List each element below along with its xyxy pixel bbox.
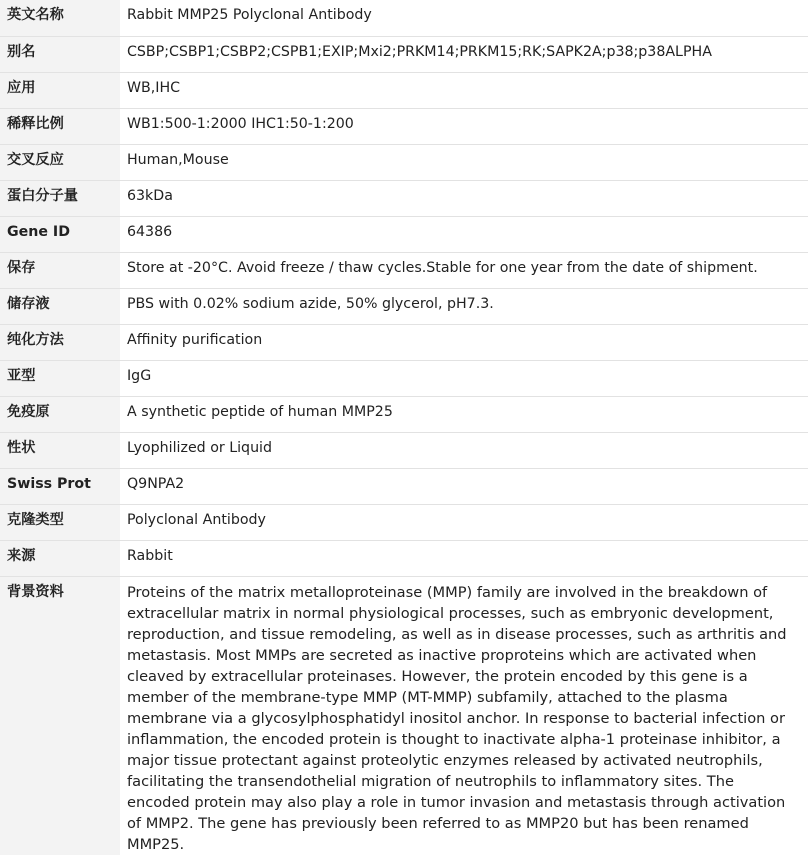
row-label: 背景资料: [0, 576, 120, 855]
row-value: Human,Mouse: [120, 144, 808, 180]
row-value: Q9NPA2: [120, 468, 808, 504]
row-value: WB1:500-1:2000 IHC1:50-1:200: [120, 108, 808, 144]
row-label: 蛋白分子量: [0, 180, 120, 216]
row-storage: [0, 252, 808, 288]
row-isotype: [0, 360, 808, 396]
row-gene-id: [0, 216, 808, 252]
row-label: 别名: [0, 36, 120, 72]
row-value: Rabbit: [120, 540, 808, 576]
row-form: [0, 432, 808, 468]
row-label: 英文名称: [0, 0, 120, 36]
row-label: 性状: [0, 432, 120, 468]
row-molecular-weight: [0, 180, 808, 216]
row-value: Affinity purification: [120, 324, 808, 360]
row-value: Rabbit MMP25 Polyclonal Antibody: [120, 0, 808, 36]
row-label: 应用: [0, 72, 120, 108]
row-purification: [0, 324, 808, 360]
row-label: 稀释比例: [0, 108, 120, 144]
row-value: PBS with 0.02% sodium azide, 50% glycerol, pH7.3.: [120, 288, 808, 324]
row-value: Polyclonal Antibody: [120, 504, 808, 540]
row-label: Gene ID: [0, 216, 120, 252]
row-value: WB,IHC: [120, 72, 808, 108]
row-cross-reactivity: [0, 144, 808, 180]
row-storage-buffer: [0, 288, 808, 324]
row-value: 64386: [120, 216, 808, 252]
row-immunogen: [0, 396, 808, 432]
row-dilution: [0, 108, 808, 144]
row-aliases: [0, 36, 808, 72]
background-text: Proteins of the matrix metalloproteinase (MMP) family are involved in the breakdown of extracellular matrix in normal physiological processes, such as embryonic development, reproduction, and tissue remodeling, as well as in disease processes, such as arthritis and metastasis. Most MMPs are secreted as inactive proproteins which are activated when cleaved by extracellular proteinases. However, the protein encoded by this gene is a member of the membrane-type MMP (MT-MMP) subfamily, attached to the plasma membrane via a glycosylphosphatidyl inositol anchor. In response to bacterial infection or inflammation, the encoded protein is thought to inactivate alpha-1 proteinase inhibitor, a major tissue protectant against proteolytic enzymes released by activated neutrophils, facilitating the transendothelial migration of neutrophils to inflammatory sites. The encoded protein may also play a role in tumor invasion and metastasis through activation of MMP2. The gene has previously been referred to as MMP20 but has been renamed MMP25.: [127, 583, 787, 853]
row-label: 免疫原: [0, 396, 120, 432]
row-swiss-prot: [0, 468, 808, 504]
row-background: [0, 576, 808, 855]
row-value: Lyophilized or Liquid: [120, 432, 808, 468]
row-label: Swiss Prot: [0, 468, 120, 504]
row-value: IgG: [120, 360, 808, 396]
row-value: 63kDa: [120, 180, 808, 216]
row-label: 亚型: [0, 360, 120, 396]
row-host: [0, 540, 808, 576]
row-label: 保存: [0, 252, 120, 288]
row-english-name: [0, 0, 808, 36]
row-value: Store at -20°C. Avoid freeze / thaw cycles.Stable for one year from the date of shipment.: [120, 252, 808, 288]
row-clonality: [0, 504, 808, 540]
row-label: 克隆类型: [0, 504, 120, 540]
row-value: A synthetic peptide of human MMP25: [120, 396, 808, 432]
row-label: 纯化方法: [0, 324, 120, 360]
row-value: CSBP;CSBP1;CSBP2;CSPB1;EXIP;Mxi2;PRKM14;PRKM15;RK;SAPK2A;p38;p38ALPHA: [120, 36, 808, 72]
row-label: 储存液: [0, 288, 120, 324]
row-applications: [0, 72, 808, 108]
row-label: 交叉反应: [0, 144, 120, 180]
row-label: 来源: [0, 540, 120, 576]
